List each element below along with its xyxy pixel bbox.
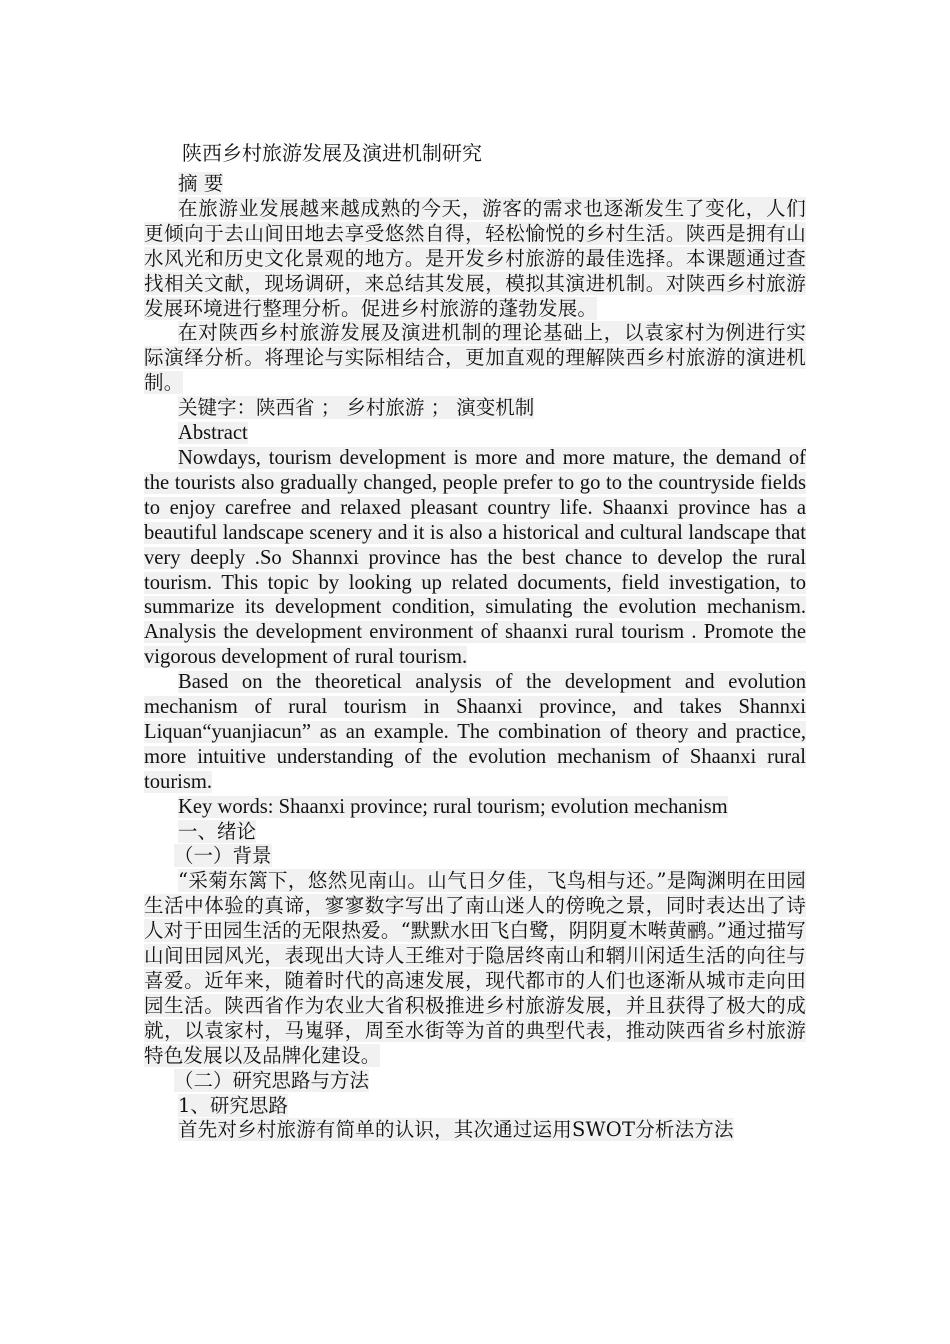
section-1-paragraph-1: “采菊东篱下，悠然见南山。山气日夕佳，飞鸟相与还。”是陶渊明在田园生活中体验的真谛，寥寥数字写出了南山迷人的傍晚之景，同时表达出了诗人对于田园生活的无限热爱。“默默水田飞白鹭，阴阴夏木啭黄鹂。”通过描写山间田园风光，表现出大诗人王维对于隐居终南山和辋川闲适生活的向往与喜爱。近年来，随着时代的高速发展，现代都市的人们也逐渐从城市走向田园生活。陕西省作为农业大省积极推进乡村旅游发展，并且获得了极大的成就，以袁家村，马嵬驿，周至水街等为首的典型代表，推动陕西省乡村旅游特色发展以及品牌化建设。 (144, 869, 806, 1067)
abstract-en-paragraph-1: Nowdays, tourism development is more and more mature, the demand of the tourists also gradually changed, people prefer to go to the countryside fields to enjoy carefree and relaxed pleasant country life. Shaanxi province has a beautiful landscape scenery and it is also a historical and cultural landscape that very deeply .So Shannxi province has the best chance to develop the rural tourism. This topic by looking up related documents, field investigation, to summarize its development condition, simulating the evolution mechanism. Analysis the development environment of shaanxi rural tourism . Promote the vigorous development of rural tourism. (144, 446, 806, 669)
document-title: 陕西乡村旅游发展及演进机制研究 (182, 141, 482, 165)
section-1-subsubheading-approach: 1、研究思路 (178, 1093, 288, 1117)
document-body (144, 136, 806, 1143)
abstract-en-heading: Abstract (178, 422, 248, 445)
abstract-paragraph-2: 在对陕西乡村旅游发展及演进机制的理论基础上，以袁家村为例进行实际演绎分析。将理论与实际相结合，更加直观的理解陕西乡村旅游的演进机制。 (144, 321, 806, 395)
section-1-subheading-background: （一）背景 (174, 844, 272, 868)
keywords-en: Key words: Shaanxi province; rural tourism; evolution mechanism (178, 795, 728, 818)
abstract-heading: 摘 要 (178, 172, 224, 195)
section-1-subheading-methods: （二）研究思路与方法 (174, 1068, 370, 1092)
abstract-paragraph-1: 在旅游业发展越来越成熟的今天，游客的需求也逐渐发生了变化，人们更倾向于去山间田地去享受悠然自得，轻松愉悦的乡村生活。陕西是拥有山水风光和历史文化景观的地方。是开发乡村旅游的最佳选择。本课题通过查找相关文献，现场调研，来总结其发展，模拟其演进机制。对陕西乡村旅游发展环境进行整理分析。促进乡村旅游的蓬勃发展。 (144, 196, 806, 320)
abstract-en-paragraph-2: Based on the theoretical analysis of the development and evolution mechanism of rural tourism in Shaanxi province, and takes Shannxi Liquan“yuanjiacun” as an example. The combination of theory and practice, more intuitive understanding of the evolution mechanism of Shaanxi rural tourism. (144, 671, 806, 793)
section-1-paragraph-2: 首先对乡村旅游有简单的认识，其次通过运用SWOT分析法方法 (178, 1118, 734, 1142)
section-1-heading: 一、绪论 (178, 819, 257, 843)
keywords-cn: 关键字：陕西省 ； 乡村旅游 ； 演变机制 (178, 396, 535, 420)
